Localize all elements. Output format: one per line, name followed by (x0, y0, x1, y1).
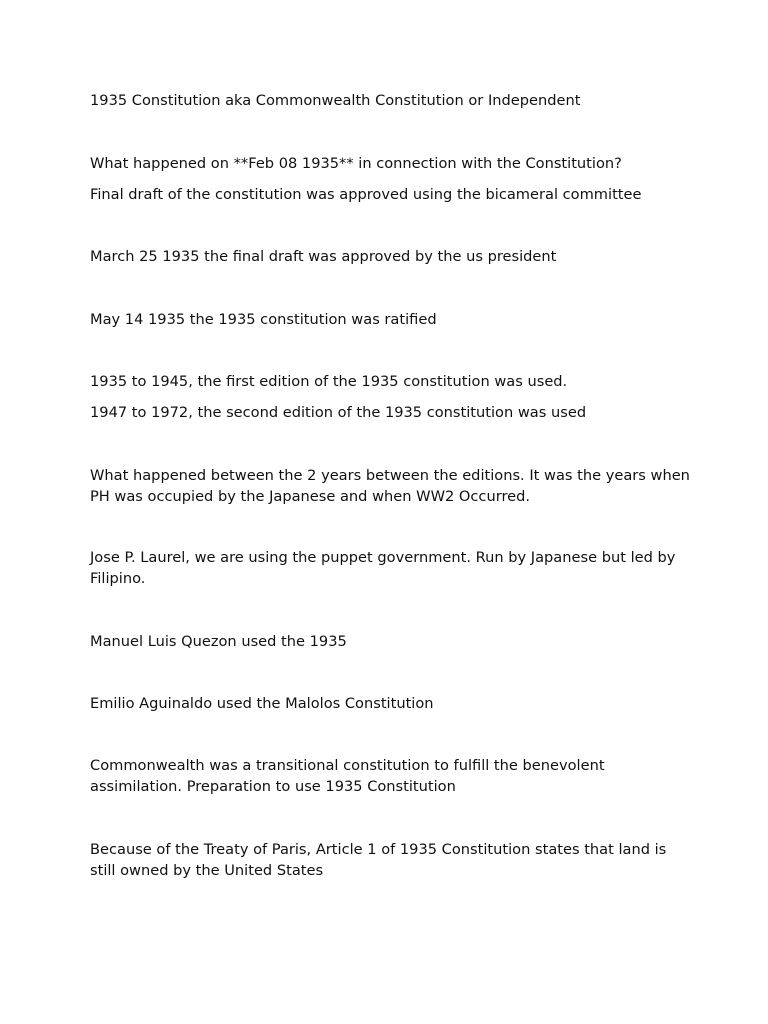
paragraph-between-editions: What happened between the 2 years between the editions. It was the years when PH was occupied by the Japanese and when WW2 Occurred. (90, 467, 690, 505)
paragraph-march-25: March 25 1935 the final draft was approved by the us president (90, 248, 557, 265)
paragraph-aguinaldo: Emilio Aguinaldo used the Malolos Constitution (90, 695, 434, 712)
paragraph-jose-laurel: Jose P. Laurel, we are using the puppet government. Run by Japanese but led by Filipino. (90, 549, 676, 587)
paragraph-first-edition: 1935 to 1945, the first edition of the 1935 constitution was used. (90, 373, 568, 390)
paragraph-question-feb-08: What happened on **Feb 08 1935** in connection with the Constitution? (90, 155, 622, 172)
paragraph-treaty-of-paris: Because of the Treaty of Paris, Article 1 of 1935 Constitution states that land is still owned by the United States (90, 841, 667, 879)
paragraph-second-edition: 1947 to 1972, the second edition of the 1935 constitution was used (90, 404, 587, 421)
paragraph-commonwealth: Commonwealth was a transitional constitution to fulfill the benevolent assimilation. Preparation to use 1935 Constitution (90, 757, 605, 795)
paragraph-title: 1935 Constitution aka Commonwealth Constitution or Independent (90, 92, 581, 109)
paragraph-final-draft: Final draft of the constitution was approved using the bicameral committee (90, 186, 642, 203)
paragraph-quezon: Manuel Luis Quezon used the 1935 (90, 633, 347, 650)
paragraph-may-14: May 14 1935 the 1935 constitution was ratified (90, 311, 437, 328)
